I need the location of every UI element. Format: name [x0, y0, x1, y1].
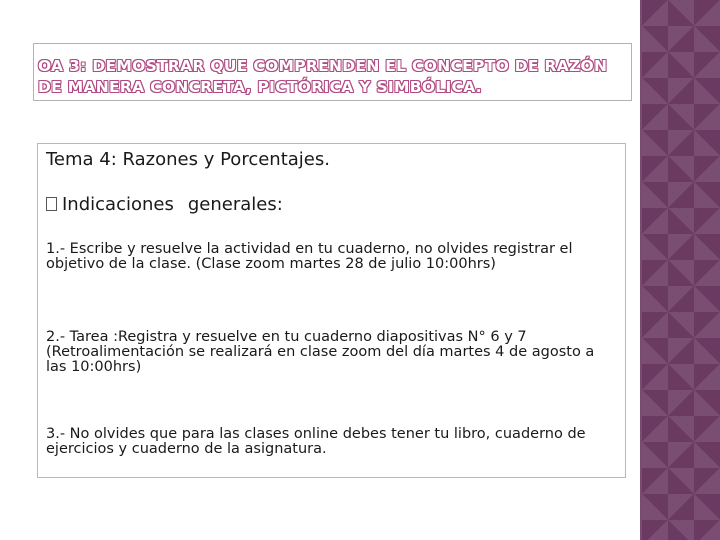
- title-line-1: OA 3: DEMOSTRAR QUE COMPRENDEN EL CONCEPTO DE RAZÓN: [38, 57, 608, 75]
- topic-heading: Tema 4: Razones y Porcentajes.: [46, 149, 330, 170]
- bullet-word-2: generales:: [187, 194, 283, 215]
- slide-title: [38, 56, 628, 98]
- instruction-item-3: 3.- No olvides que para las clases online debes tener tu libro, cuaderno de ejercicios y cuaderno de la asignatura.: [46, 426, 586, 457]
- content-box: [37, 143, 626, 478]
- instruction-item-2: 2.- Tarea :Registra y resuelve en tu cuaderno diapositivas N° 6 y 7 (Retroalimentación se realizará en clase zoom del día martes 4 de agosto a las 10:00hrs): [46, 329, 595, 375]
- decorative-side-panel: [642, 0, 720, 540]
- bullet-word-1: Indicaciones: [62, 194, 174, 215]
- bullet-indicaciones: [46, 194, 297, 215]
- checkbox-bullet-icon: [46, 197, 57, 211]
- title-line-2: DE MANERA CONCRETA, PICTÓRICA Y SIMBÓLICA.: [38, 78, 482, 96]
- title-box: [33, 43, 632, 101]
- instruction-item-1: 1.- Escribe y resuelve la actividad en tu cuaderno, no olvides registrar el objetivo de la clase. (Clase zoom martes 28 de julio 10:00hrs): [46, 241, 573, 272]
